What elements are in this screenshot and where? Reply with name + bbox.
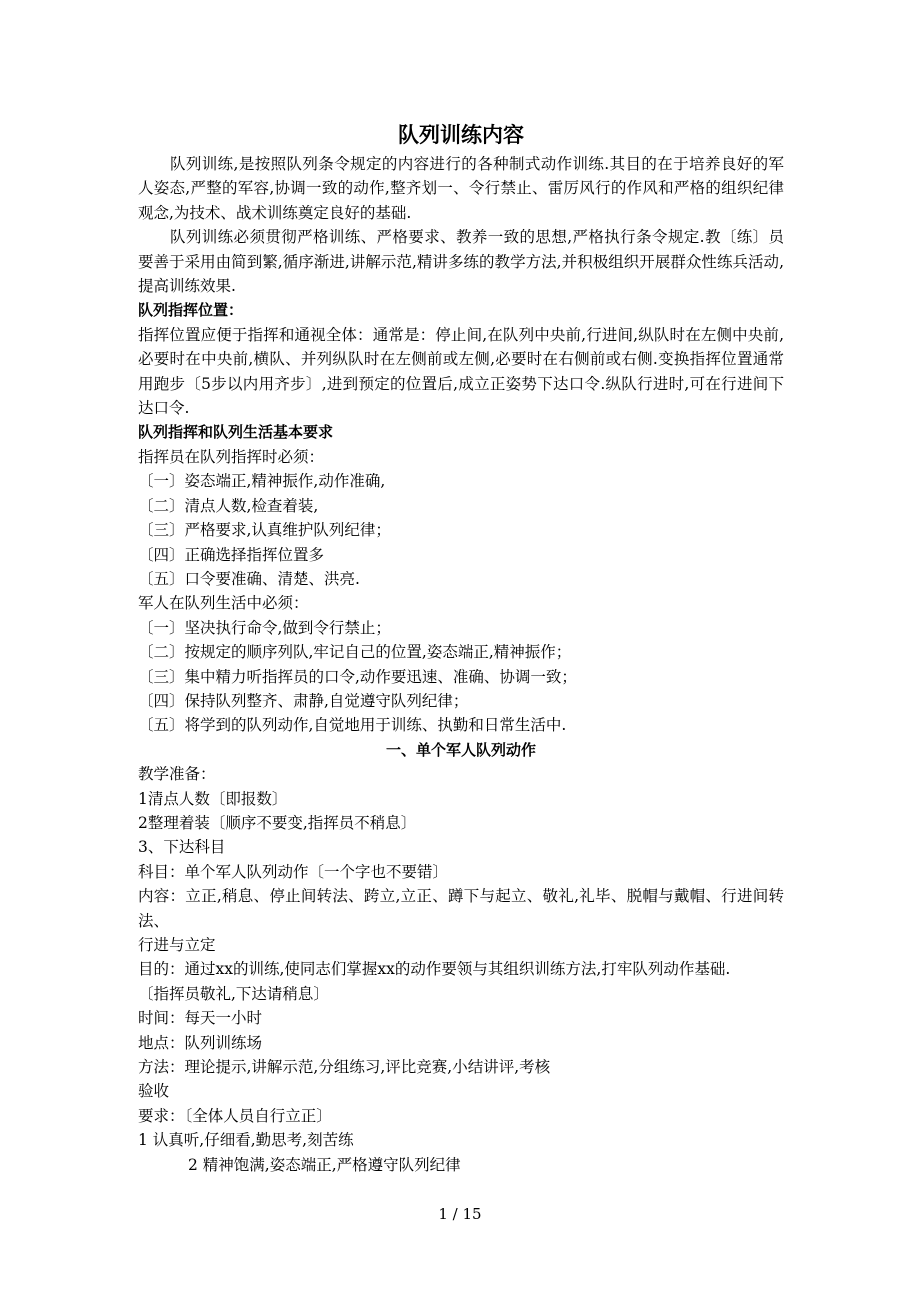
teaching-line: 〔指挥员敬礼,下达请稍息〕 xyxy=(138,984,329,1003)
teaching-line: 要求：〔全体人员自行立正〕 xyxy=(138,1106,332,1125)
teaching-line: 2整理着装〔顺序不要变,指挥员不稍息〕 xyxy=(138,813,417,832)
intro-paragraph-1: 队列训练,是按照队列条令规定的内容进行的各种制式动作训练.其目的在于培养良好的军人姿态,严整的军容,协调一致的动作,整齐划一、令行禁止、雷厉风行的作风和严格的组织纪律观念,为技术、战术训练奠定良好的基础. xyxy=(138,155,784,222)
commander-requirements-list xyxy=(138,469,784,591)
command-position-paragraph: 指挥位置应便于指挥和通视全体：通常是：停止间,在队列中央前,行进间,纵队时在左侧中央前,必要时在中央前,横队、并列纵队时在左侧前或左侧,必要时在右侧前或右侧.变换指挥位置通常用跑步〔5步以内用齐步〕,进到预定的位置后,成立正姿势下达口令.纵队行进时,可在行进间下达口令. xyxy=(138,325,784,418)
teaching-line: 科目：单个军人队列动作〔一个字也不要错〕 xyxy=(138,862,449,881)
soldier-intro: 军人在队列生活中必须： xyxy=(138,594,309,613)
list-item: 〔三〕严格要求,认真维护队列纪律； xyxy=(138,521,391,540)
list-item: 〔四〕正确选择指挥位置多 xyxy=(138,545,325,564)
list-item: 〔一〕坚决执行命令,做到令行禁止； xyxy=(138,618,391,637)
page-number: 1 / 15 xyxy=(438,1205,482,1223)
teaching-line: 方法：理论提示,讲解示范,分组练习,评比竞赛,小结讲评,考核 xyxy=(138,1058,551,1077)
teaching-line: 教学准备： xyxy=(138,765,216,784)
teaching-line: 目的：通过xx的训练,使同志们掌握xx的动作要领与其组织训练方法,打牢队列动作基础. xyxy=(138,960,731,979)
list-item: 〔二〕清点人数,检查着装, xyxy=(138,496,319,515)
intro-paragraph-2: 队列训练必须贯彻严格训练、严格要求、教养一致的思想,严格执行条令规定.教〔练〕员要善于采用由简到繁,循序渐进,讲解示范,精讲多练的教学方法,并积极组织开展群众性练兵活动,提高训练效果. xyxy=(138,228,784,296)
list-item: 〔二〕按规定的顺序列队,牢记自己的位置,姿态端正,精神振作； xyxy=(138,643,572,662)
document-page xyxy=(138,118,784,1177)
commander-intro: 指挥员在队列指挥时必须： xyxy=(138,447,325,466)
list-item: 〔四〕保持队列整齐、肃静,自觉遵守队列纪律； xyxy=(138,691,469,710)
list-item: 〔三〕集中精力听指挥员的口令,动作要迅速、准确、协调一致； xyxy=(138,667,577,686)
teaching-line: 时间：每天一小时 xyxy=(138,1009,263,1028)
section-heading-single-soldier: 一、单个军人队列动作 xyxy=(385,740,536,759)
list-item: 〔五〕口令要准确、清楚、洪亮. xyxy=(138,569,360,588)
list-item: 〔一〕姿态端正,精神振作,动作准确, xyxy=(138,472,386,491)
list-item: 〔五〕将学到的队列动作,自觉地用于训练、执勤和日常生活中. xyxy=(138,716,567,735)
teaching-line: 1 认真听,仔细看,勤思考,刻苦练 xyxy=(138,1131,354,1150)
soldier-requirements-list xyxy=(138,616,784,738)
teaching-line: 3、下达科目 xyxy=(138,838,226,857)
section-heading-command-position: 队列指挥位置： xyxy=(138,301,244,320)
teaching-line: 行进与立定 xyxy=(138,936,216,954)
section-heading-basic-requirements: 队列指挥和队列生活基本要求 xyxy=(138,423,334,442)
content-paragraph: 内容：立正,稍息、停止间转法、跨立,立正、蹲下与起立、敬礼,礼毕、脱帽与戴帽、行进间转法、 xyxy=(138,887,784,930)
document-title: 队列训练内容 xyxy=(398,123,524,147)
teaching-line: 2 精神饱满,姿态端正,严格遵守队列纪律 xyxy=(188,1155,461,1174)
teaching-line: 验收 xyxy=(138,1082,170,1101)
teaching-line: 地点：队列训练场 xyxy=(138,1033,263,1052)
teaching-line: 1清点人数〔即报数〕 xyxy=(138,789,288,808)
